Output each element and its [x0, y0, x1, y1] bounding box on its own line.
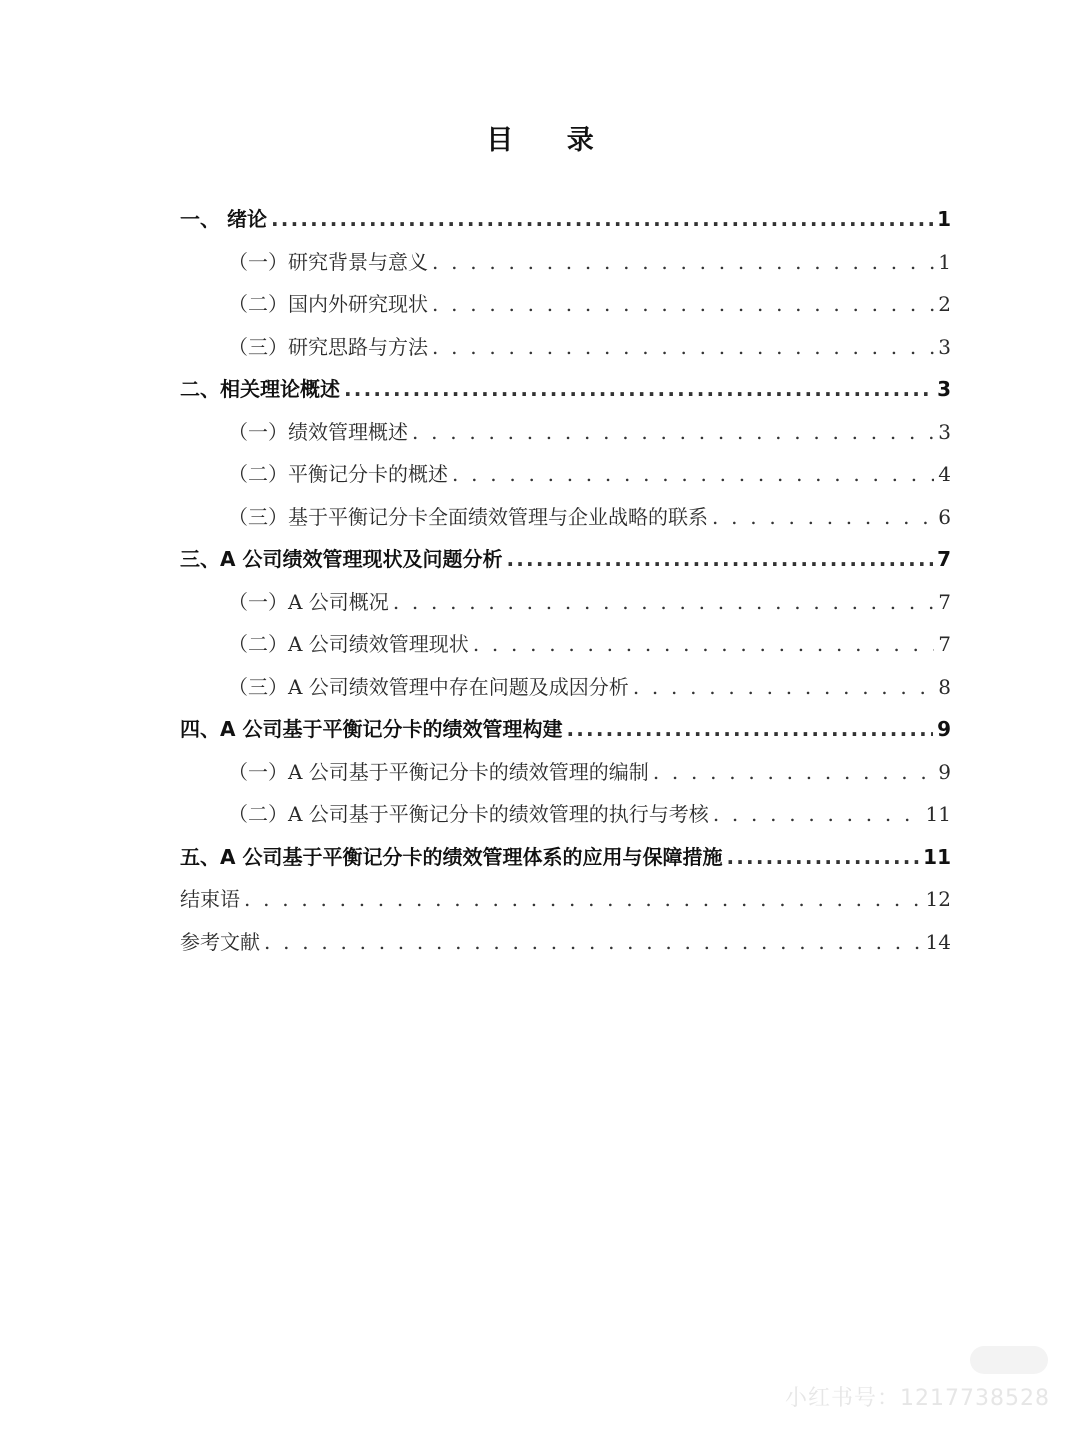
toc-entry-title: （二）国内外研究现状: [228, 292, 428, 316]
toc-dot-leader: [432, 283, 934, 326]
toc-dot-leader: [452, 453, 934, 496]
toc-entry[interactable]: [180, 368, 951, 411]
toc-dot-leader: [344, 368, 933, 411]
toc-entry-title: （三）研究思路与方法: [228, 334, 428, 359]
toc-entry[interactable]: [180, 708, 951, 751]
toc-dot-leader: [432, 326, 934, 369]
toc-entry[interactable]: [180, 751, 951, 794]
toc-entry[interactable]: [180, 623, 951, 666]
toc-entry-title: （一）绩效管理概述: [228, 419, 408, 444]
toc-dot-leader: [653, 751, 934, 794]
page-title: 目 录: [486, 125, 616, 156]
toc-entry-title: 五、A 公司基于平衡记分卡的绩效管理体系的应用与保障措施: [180, 844, 723, 869]
toc-entry[interactable]: [180, 878, 951, 921]
toc-entry-title: 参考文献: [180, 929, 260, 954]
toc-entry[interactable]: [180, 581, 951, 624]
toc-entry-title: （二）平衡记分卡的概述: [228, 462, 448, 486]
toc-dot-leader: [713, 793, 922, 836]
toc-entry-title: （三）基于平衡记分卡全面绩效管理与企业战略的联系: [228, 504, 708, 529]
toc-entry[interactable]: [180, 411, 951, 454]
toc-entry-title: （一）研究背景与意义: [228, 249, 428, 274]
toc-page-number: 4: [938, 462, 951, 486]
watermark-logo: [970, 1346, 1048, 1374]
toc-entry[interactable]: [180, 496, 951, 539]
table-of-contents: [180, 198, 951, 963]
toc-dot-leader: [473, 623, 934, 666]
toc-page-number: 9: [938, 759, 951, 784]
toc-dot-leader: [412, 411, 934, 454]
toc-dot-leader: [244, 878, 922, 921]
toc-entry[interactable]: [180, 198, 951, 241]
toc-entry-title: 一、 绪论: [180, 207, 267, 231]
toc-dot-leader: [506, 538, 933, 581]
toc-page-number: 8: [938, 674, 951, 699]
toc-dot-leader: [393, 581, 934, 624]
toc-page-number: 9: [937, 717, 951, 741]
toc-entry[interactable]: [180, 793, 951, 836]
toc-dot-leader: [432, 241, 934, 284]
toc-page-number: 1: [937, 207, 951, 231]
toc-entry-title: 三、A 公司绩效管理现状及问题分析: [180, 547, 503, 571]
toc-page-number: 3: [937, 377, 951, 401]
toc-entry[interactable]: [180, 921, 951, 964]
toc-entry-title: （三）A 公司绩效管理中存在问题及成因分析: [228, 674, 629, 699]
toc-entry[interactable]: [180, 326, 951, 369]
toc-entry[interactable]: [180, 538, 951, 581]
toc-page-number: 11: [925, 802, 951, 826]
toc-entry-title: 结束语: [180, 887, 240, 911]
toc-entry[interactable]: [180, 283, 951, 326]
toc-dot-leader: [712, 496, 934, 539]
toc-entry-title: （一）A 公司概况: [228, 589, 389, 614]
toc-page-number: 3: [938, 334, 951, 359]
toc-entry[interactable]: [180, 241, 951, 284]
toc-dot-leader: [726, 836, 919, 879]
toc-entry[interactable]: [180, 666, 951, 709]
toc-page-number: 1: [938, 249, 951, 274]
toc-entry-title: （一）A 公司基于平衡记分卡的绩效管理的编制: [228, 759, 649, 784]
toc-page-number: 7: [938, 589, 951, 614]
toc-dot-leader: [264, 921, 922, 964]
toc-page-number: 6: [938, 504, 951, 529]
toc-page-number: 12: [925, 887, 951, 911]
toc-dot-leader: [271, 198, 933, 241]
toc-dot-leader: [633, 666, 934, 709]
toc-page-number: 7: [937, 547, 951, 571]
toc-dot-leader: [566, 708, 933, 751]
toc-entry-title: 二、相关理论概述: [180, 377, 340, 401]
toc-page-number: 11: [923, 844, 951, 869]
toc-entry-title: 四、A 公司基于平衡记分卡的绩效管理构建: [180, 717, 563, 741]
toc-page-number: 14: [925, 929, 951, 954]
toc-page-number: 2: [938, 292, 951, 316]
toc-page-number: 7: [938, 632, 951, 656]
toc-entry-title: （二）A 公司绩效管理现状: [228, 632, 469, 656]
toc-entry-title: （二）A 公司基于平衡记分卡的绩效管理的执行与考核: [228, 802, 709, 826]
toc-entry[interactable]: [180, 836, 951, 879]
watermark-text: 小红书号：1217738528: [785, 1386, 1050, 1411]
toc-entry[interactable]: [180, 453, 951, 496]
toc-page-number: 3: [938, 419, 951, 444]
